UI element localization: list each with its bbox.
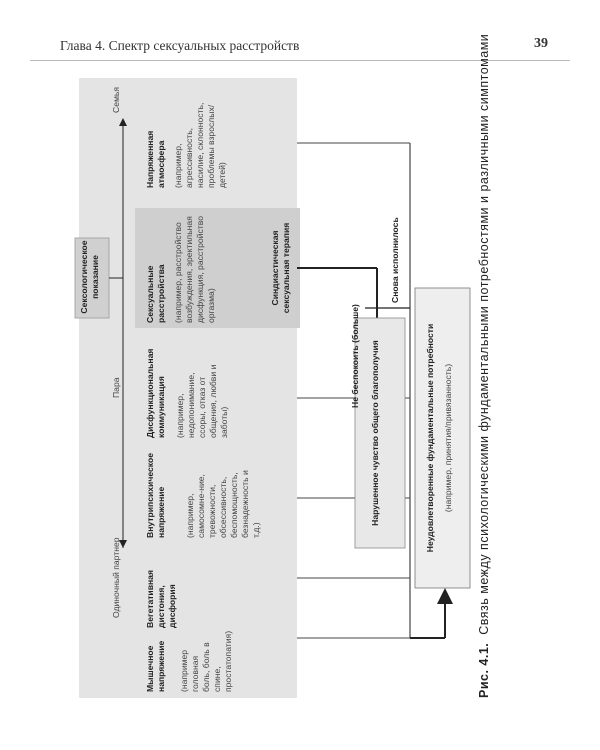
column-sexual-disorders-detail: (например, расстройство возбуждения, эректильная дисфункция, расстройство оргазма)	[173, 216, 216, 323]
axis-family: Семья	[111, 86, 121, 113]
diagram-lines	[65, 78, 505, 698]
figure-caption	[477, 33, 491, 698]
column-vegetative-title: Вегетативная дистония, дисфория	[145, 570, 177, 628]
therapy-label: Синдиастическая сексуальная терапия	[270, 222, 291, 314]
chapter-title: Глава 4. Спектр сексуальных расстройств	[60, 38, 300, 53]
needs-title: Неудовлетворенные фундаментальные потребности	[425, 323, 435, 553]
column-intrapsychic-detail: (например, самосомне-ние, тревожности, обсессивность, беспомощность, безнадежность и т.д.)	[185, 470, 261, 538]
caption-text: Связь между психологическими фундаментальными потребностями и различными симптомами	[477, 33, 491, 635]
caption-label: Рис. 4.1.	[477, 642, 491, 698]
wellbeing-label: Нарушенное чувство общего благополучия	[370, 340, 380, 526]
page-number: 39	[534, 36, 548, 51]
column-communication-detail: (например, недопонимание, ссоры, отказ от общения, любви и заботы)	[175, 364, 229, 438]
column-intrapsychic-title: Внутрипсихическое напряжение	[145, 453, 166, 538]
column-muscle-title: Мышечное напряжение	[145, 640, 166, 692]
not-disturb-label: Не беспокоить (больше)	[350, 304, 360, 408]
column-communication-title: Дисфункциональная коммуникация	[145, 348, 166, 438]
column-tense-atmosphere-title: Напряженная атмосфера	[145, 130, 166, 188]
fulfilled-again-label: Снова исполнилось	[390, 217, 400, 303]
column-sexual-disorders-title: Сексуальные расстройства	[145, 264, 166, 323]
axis-couple: Пара	[111, 377, 121, 398]
column-tense-atmosphere-detail: (например, агрессивность, насилие, склонность, проблемы взрослых/детей)	[173, 102, 227, 188]
axis-single-partner: Одиночный партнер	[111, 537, 121, 618]
needs-detail: (например, принятия/привязанность)	[443, 363, 453, 513]
column-muscle-detail: (например головная боль, боль в спине, простатопатия)	[179, 630, 233, 692]
indication-label: Сексологическое показание	[79, 240, 100, 314]
